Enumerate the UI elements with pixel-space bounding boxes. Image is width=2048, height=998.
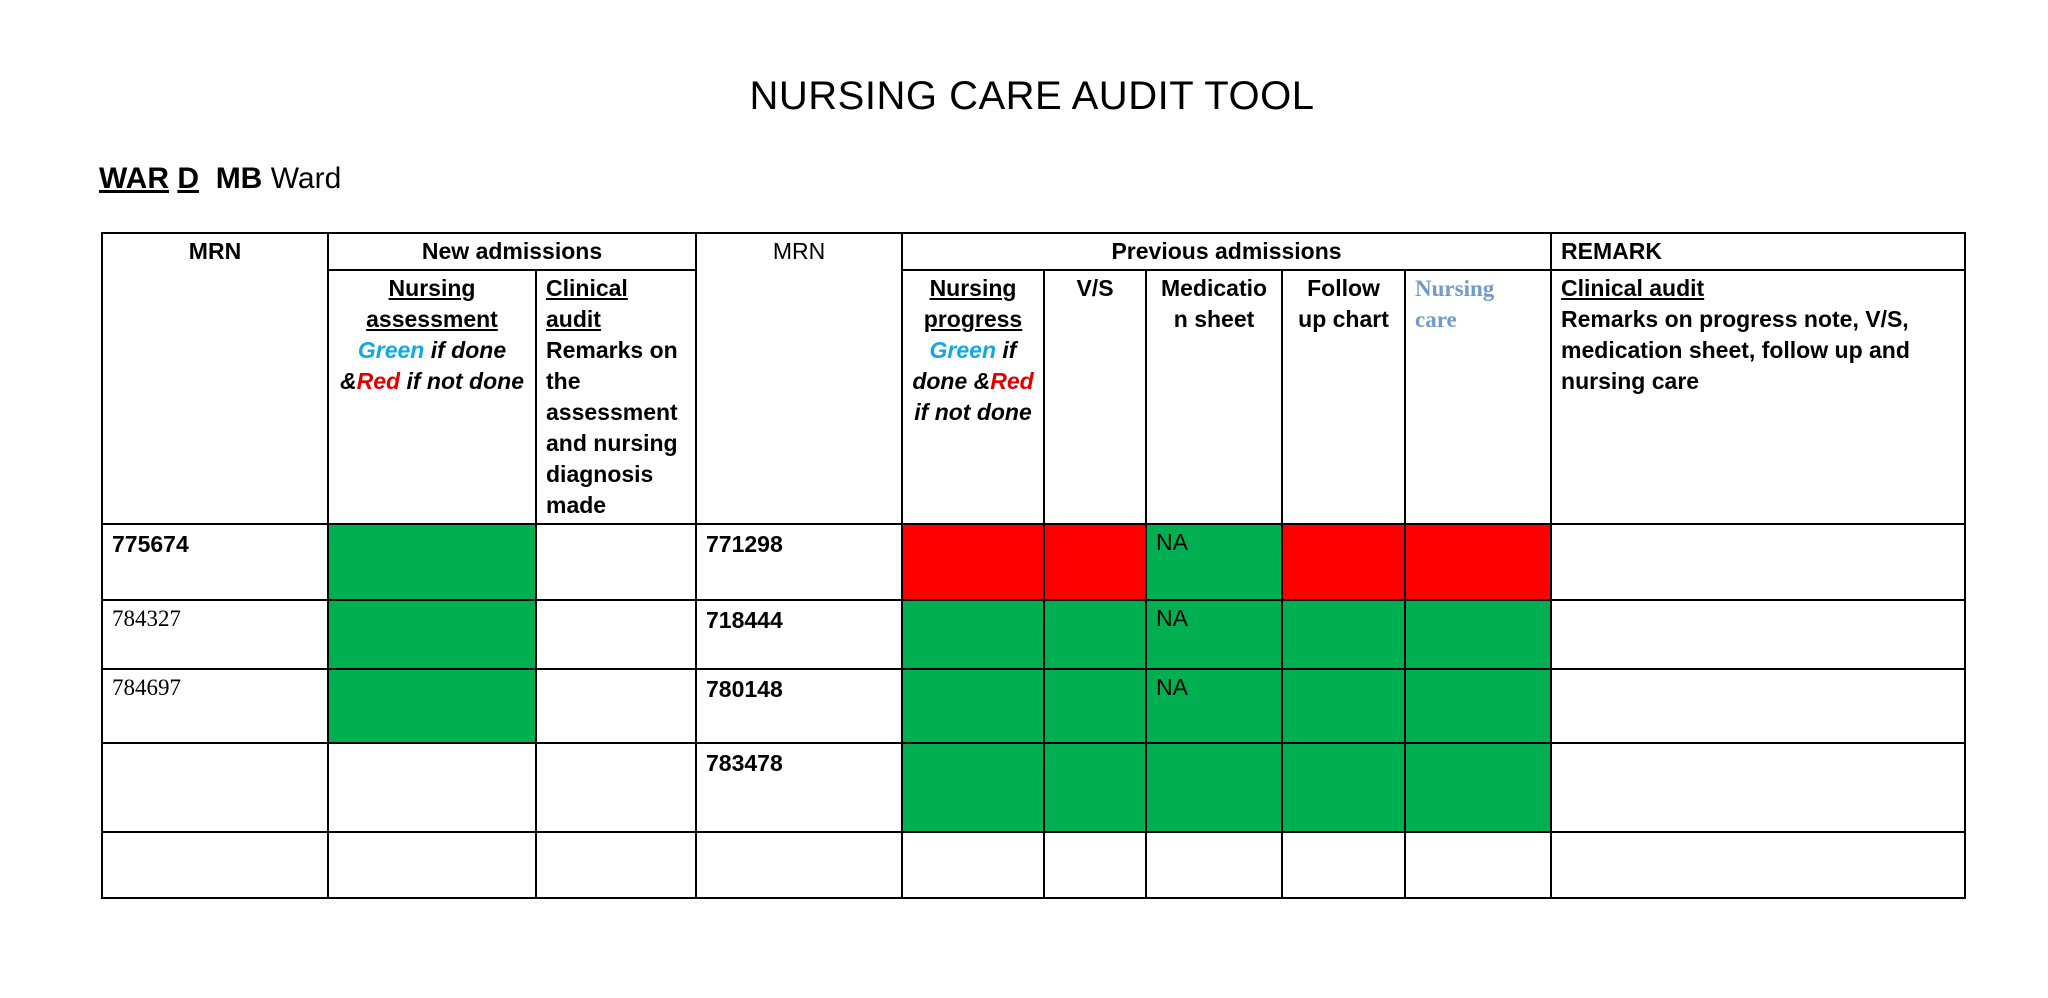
np-legend-if-not-done: if not done [914, 399, 1032, 425]
vs-status-cell [1044, 669, 1146, 743]
ward-label-part4: Ward [270, 162, 342, 195]
mrn-prev-cell: 783478 [696, 743, 902, 832]
mrn-prev-cell [696, 832, 902, 898]
clinical-audit-cell [536, 524, 696, 600]
assessment-status-cell [328, 600, 536, 669]
legend-red: Red [356, 368, 401, 394]
table-row [102, 669, 1965, 743]
progress-status-cell [902, 832, 1044, 898]
vs-status-cell [1044, 832, 1146, 898]
clinical-audit-title: Clinical audit [546, 275, 628, 332]
mrn-new-cell: 784697 [102, 669, 328, 743]
assessment-status-cell [328, 524, 536, 600]
medication-status-cell [1146, 743, 1282, 832]
ward-label [99, 162, 341, 196]
audit-table [101, 232, 1966, 899]
nursing-assessment-line2: assessment [366, 306, 498, 332]
legend-if-not-done: if not done [400, 368, 524, 394]
medication-status-cell: NA [1146, 669, 1282, 743]
assessment-status-cell [328, 832, 536, 898]
follow-up-status-cell [1282, 669, 1405, 743]
header-nursing-progress [902, 270, 1044, 524]
mrn-new-cell: 775674 [102, 524, 328, 600]
assessment-status-cell [328, 669, 536, 743]
clinical-audit-remarks: Remarks on the assessment and nursing diagnosis made [546, 337, 678, 518]
np-legend-if: if [996, 337, 1017, 363]
nursing-assessment-line1: Nursing [388, 275, 476, 301]
header-nursing-care: Nursing care [1405, 270, 1551, 524]
mrn-prev-cell: 718444 [696, 600, 902, 669]
legend-amp: & [340, 368, 357, 394]
header-nursing-assessment [328, 270, 536, 524]
np-legend-done-amp: done & [912, 368, 991, 394]
np-legend-green: Green [929, 337, 997, 363]
header-row-2 [102, 270, 1965, 524]
header-mrn-new: MRN [102, 233, 328, 524]
medication-status-cell: NA [1146, 600, 1282, 669]
ward-label-part2: D [177, 162, 200, 195]
medication-status-cell [1146, 832, 1282, 898]
legend-if-done: if done [424, 337, 507, 363]
follow-up-status-cell [1282, 743, 1405, 832]
remark-cell [1551, 524, 1965, 600]
vs-status-cell [1044, 743, 1146, 832]
nursing-progress-line1: Nursing [929, 275, 1017, 301]
header-vs: V/S [1044, 270, 1146, 524]
table-row [102, 832, 1965, 898]
remark-cell [1551, 743, 1965, 832]
header-remark-detail [1551, 270, 1965, 524]
table-row [102, 743, 1965, 832]
vs-status-cell [1044, 524, 1146, 600]
nursing-care-status-cell [1405, 600, 1551, 669]
clinical-audit-cell [536, 832, 696, 898]
vs-status-cell [1044, 600, 1146, 669]
follow-up-status-cell [1282, 524, 1405, 600]
mrn-prev-cell: 780148 [696, 669, 902, 743]
progress-status-cell [902, 524, 1044, 600]
header-medication-sheet: Medicatio n sheet [1146, 270, 1282, 524]
header-remark: REMARK [1551, 233, 1965, 270]
nursing-care-status-cell [1405, 832, 1551, 898]
header-new-admissions: New admissions [328, 233, 696, 270]
header-follow-up-chart: Follow up chart [1282, 270, 1405, 524]
remark-cell [1551, 600, 1965, 669]
clinical-audit-cell [536, 669, 696, 743]
remark-cell [1551, 832, 1965, 898]
progress-status-cell [902, 669, 1044, 743]
mrn-new-cell [102, 832, 328, 898]
clinical-audit-cell [536, 743, 696, 832]
nursing-care-status-cell [1405, 669, 1551, 743]
assessment-status-cell [328, 743, 536, 832]
follow-up-status-cell [1282, 600, 1405, 669]
medication-status-cell: NA [1146, 524, 1282, 600]
table-row [102, 524, 1965, 600]
header-mrn-previous: MRN [696, 233, 902, 524]
nursing-progress-line2: progress [923, 306, 1023, 332]
nursing-care-status-cell [1405, 524, 1551, 600]
remark-text: Remarks on progress note, V/S, medication sheet, follow up and nursing care [1561, 306, 1910, 394]
follow-up-status-cell [1282, 832, 1405, 898]
header-previous-admissions: Previous admissions [902, 233, 1551, 270]
progress-status-cell [902, 743, 1044, 832]
page-title: NURSING CARE AUDIT TOOL [749, 74, 1315, 118]
progress-status-cell [902, 600, 1044, 669]
table-row [102, 600, 1965, 669]
nursing-care-status-cell [1405, 743, 1551, 832]
header-row-1 [102, 233, 1965, 270]
np-legend-red: Red [990, 368, 1034, 394]
mrn-prev-cell: 771298 [696, 524, 902, 600]
header-clinical-audit [536, 270, 696, 524]
legend-green: Green [357, 337, 425, 363]
remark-cell [1551, 669, 1965, 743]
ward-label-part1: WAR [99, 162, 169, 195]
mrn-new-cell [102, 743, 328, 832]
clinical-audit-cell [536, 600, 696, 669]
remark-clinical-audit: Clinical audit [1561, 275, 1705, 301]
ward-label-part3: MB [215, 162, 263, 195]
mrn-new-cell: 784327 [102, 600, 328, 669]
